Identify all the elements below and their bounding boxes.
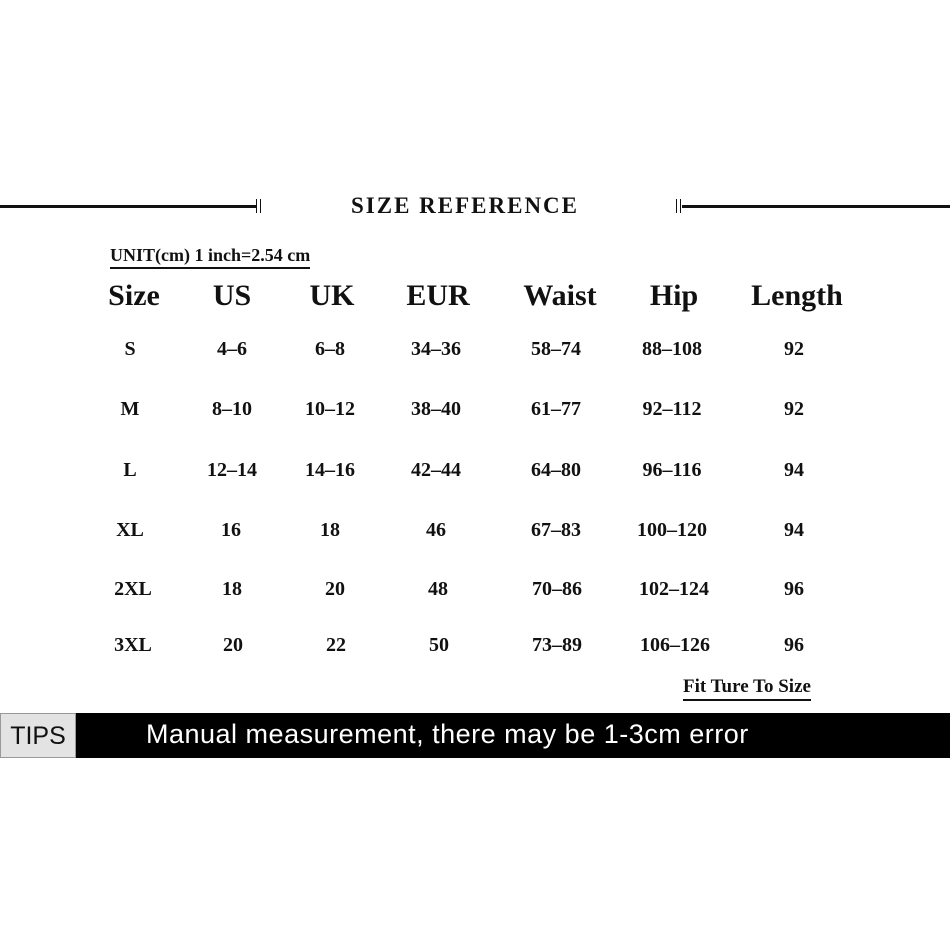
title-rule-right-cap (676, 199, 681, 213)
table-cell-waist: 67–83 (531, 519, 581, 541)
table-cell-length: 96 (784, 578, 804, 600)
table-cell-us: 12–14 (207, 459, 257, 481)
table-cell-hip: 92–112 (642, 398, 702, 420)
table-cell-size: XL (116, 519, 144, 541)
table-cell-length: 92 (784, 398, 804, 420)
table-cell-length: 94 (784, 459, 804, 481)
table-cell-length: 92 (784, 338, 804, 360)
fit-note: Fit Ture To Size (683, 676, 811, 701)
table-cell-size: L (123, 459, 137, 481)
page-title: SIZE REFERENCE (350, 193, 580, 218)
table-cell-waist: 73–89 (532, 634, 582, 656)
table-cell-size: 2XL (114, 578, 152, 600)
table-cell-hip: 100–120 (637, 519, 707, 541)
title-rule-left-cap (256, 199, 261, 213)
table-cell-eur: 34–36 (411, 338, 461, 360)
tips-text: Manual measurement, there may be 1-3cm error (146, 719, 749, 749)
table-cell-size: M (120, 398, 140, 420)
table-cell-us: 8–10 (212, 398, 252, 420)
table-cell-eur: 48 (428, 578, 448, 600)
table-cell-uk: 22 (326, 634, 346, 656)
unit-note: UNIT(cm) 1 inch=2.54 cm (110, 245, 310, 269)
table-cell-waist: 70–86 (532, 578, 582, 600)
table-cell-waist: 58–74 (531, 338, 581, 360)
table-cell-hip: 88–108 (642, 338, 702, 360)
column-header-us: US (212, 279, 252, 312)
table-cell-size: S (124, 338, 136, 360)
table-cell-us: 4–6 (217, 338, 247, 360)
table-cell-length: 94 (784, 519, 804, 541)
table-cell-waist: 64–80 (531, 459, 581, 481)
table-cell-uk: 10–12 (305, 398, 355, 420)
table-cell-eur: 46 (426, 519, 446, 541)
column-header-length: Length (751, 279, 843, 312)
column-header-eur: EUR (406, 279, 470, 312)
column-header-uk: UK (309, 279, 355, 312)
title-rule-right (682, 205, 950, 208)
table-cell-eur: 42–44 (411, 459, 461, 481)
tips-label: TIPS (0, 713, 76, 758)
table-cell-us: 16 (221, 519, 241, 541)
table-cell-uk: 6–8 (315, 338, 345, 360)
table-cell-uk: 20 (325, 578, 345, 600)
table-cell-uk: 18 (320, 519, 340, 541)
table-cell-us: 18 (222, 578, 242, 600)
table-cell-size: 3XL (114, 634, 152, 656)
table-cell-uk: 14–16 (305, 459, 355, 481)
table-cell-hip: 106–126 (640, 634, 710, 656)
column-header-waist: Waist (523, 279, 597, 312)
column-header-size: Size (108, 279, 160, 312)
title-rule-left (0, 205, 256, 208)
table-cell-eur: 38–40 (411, 398, 461, 420)
table-cell-eur: 50 (429, 634, 449, 656)
table-cell-us: 20 (223, 634, 243, 656)
table-cell-hip: 102–124 (639, 578, 709, 600)
column-header-hip: Hip (649, 279, 699, 312)
table-cell-length: 96 (784, 634, 804, 656)
table-cell-waist: 61–77 (531, 398, 581, 420)
table-cell-hip: 96–116 (642, 459, 702, 481)
